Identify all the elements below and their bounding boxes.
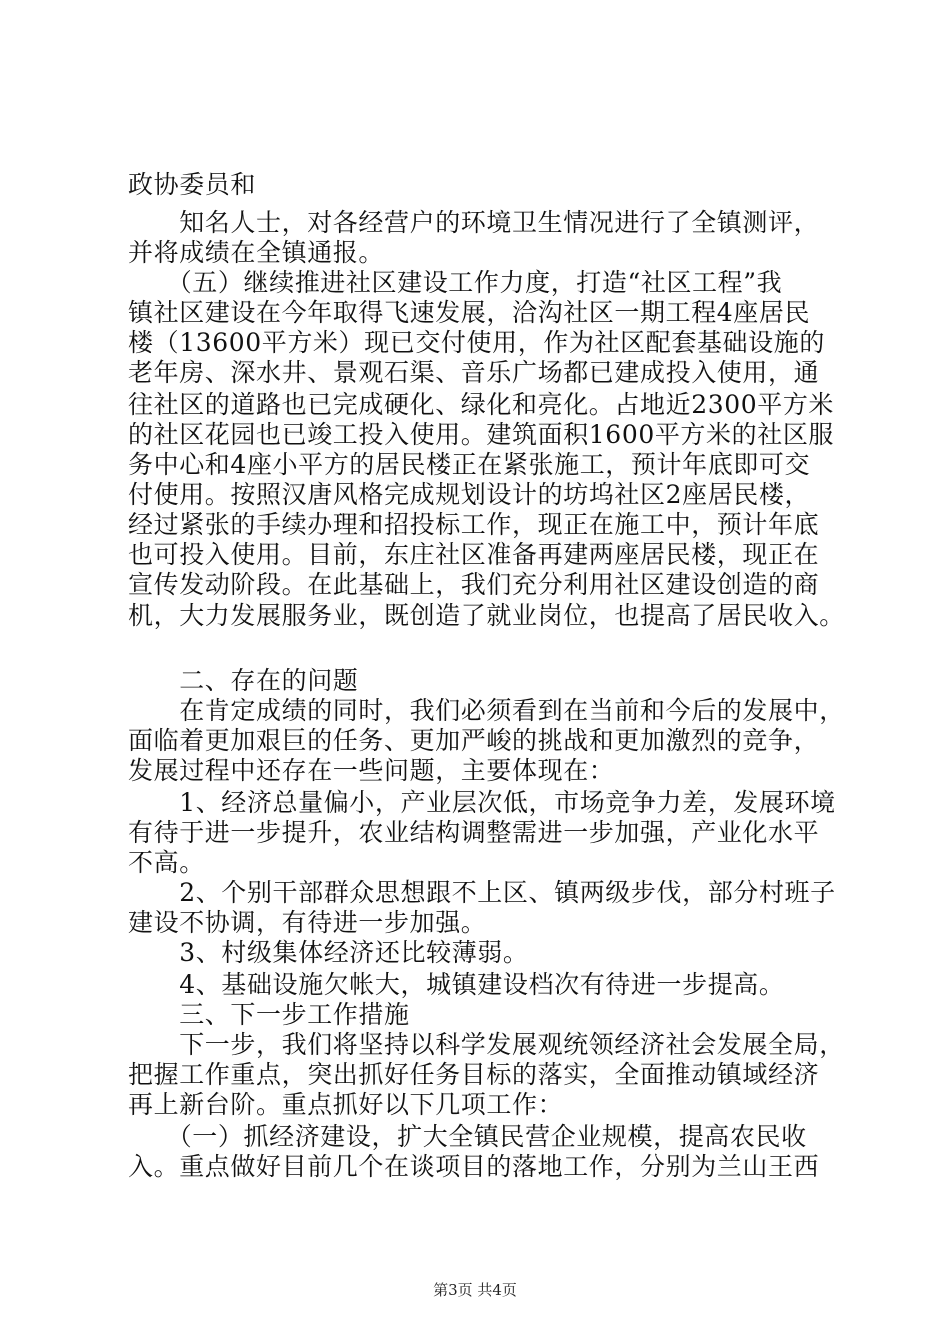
text-line: 也可投入使用。目前，东庄社区准备再建两座居民楼，现正在 xyxy=(128,540,820,569)
text-line: （五）继续推进社区建设工作力度，打造“社区工程”我 xyxy=(128,268,783,297)
text-line: （一）抓经济建设，扩大全镇民营企业规模，提高农民收 xyxy=(128,1122,807,1151)
section-heading: 三、下一步工作措施 xyxy=(128,1000,410,1029)
text-line: 知名人士，对各经营户的环境卫生情况进行了全镇测评， xyxy=(128,208,820,237)
text-line: 4、基础设施欠帐大，城镇建设档次有待进一步提高。 xyxy=(128,970,785,999)
text-line: 的社区花园也已竣工投入使用。建筑面积1600平方米的社区服 xyxy=(128,420,835,449)
section-heading: 二、存在的问题 xyxy=(128,666,359,695)
text-line: 2、个别干部群众思想跟不上区、镇两级步伐，部分村班子 xyxy=(128,878,836,907)
text-line: 1、经济总量偏小，产业层次低，市场竞争力差，发展环境 xyxy=(128,788,836,817)
page-number-footer: 第3页 共4页 xyxy=(433,1281,517,1299)
text-line: 入。重点做好目前几个在谈项目的落地工作，分别为兰山王西 xyxy=(128,1152,820,1181)
text-line: 宣传发动阶段。在此基础上，我们充分利用社区建设创造的商 xyxy=(128,570,820,599)
text-line: 机，大力发展服务业，既创造了就业岗位，也提高了居民收入。 xyxy=(128,601,845,630)
text-line: 3、村级集体经济还比较薄弱。 xyxy=(128,938,529,967)
text-line: 楼（13600平方米）现已交付使用，作为社区配套基础设施的 xyxy=(128,328,825,357)
text-line: 发展过程中还存在一些问题，主要体现在： xyxy=(128,756,615,785)
text-line: 经过紧张的手续办理和招投标工作，现正在施工中，预计年底 xyxy=(128,510,820,539)
text-line: 并将成绩在全镇通报。 xyxy=(128,238,385,267)
text-line: 把握工作重点，突出抓好任务目标的落实，全面推动镇域经济 xyxy=(128,1060,820,1089)
text-line: 下一步，我们将坚持以科学发展观统领经济社会发展全局， xyxy=(128,1030,845,1059)
text-line: 政协委员和 xyxy=(128,170,257,199)
text-line: 建设不协调，有待进一步加强。 xyxy=(128,908,487,937)
text-line: 面临着更加艰巨的任务、更加严峻的挑战和更加激烈的竞争， xyxy=(128,726,820,755)
text-line: 镇社区建设在今年取得飞速发展，洽沟社区一期工程4座居民 xyxy=(128,298,811,327)
text-line: 在肯定成绩的同时，我们必须看到在当前和今后的发展中， xyxy=(128,696,845,725)
text-line: 付使用。按照汉唐风格完成规划设计的坊坞社区2座居民楼， xyxy=(128,480,811,509)
text-line: 务中心和4座小平方的居民楼正在紧张施工，预计年底即可交 xyxy=(128,450,811,479)
text-line: 有待于进一步提升，农业结构调整需进一步加强，产业化水平 xyxy=(128,818,820,847)
text-line: 不高。 xyxy=(128,848,205,877)
text-line: 往社区的道路也已完成硬化、绿化和亮化。占地近2300平方米 xyxy=(128,390,835,419)
text-line: 老年房、深水井、景观石渠、音乐广场都已建成投入使用，通 xyxy=(128,358,820,387)
text-line: 再上新台阶。重点抓好以下几项工作： xyxy=(128,1090,564,1119)
